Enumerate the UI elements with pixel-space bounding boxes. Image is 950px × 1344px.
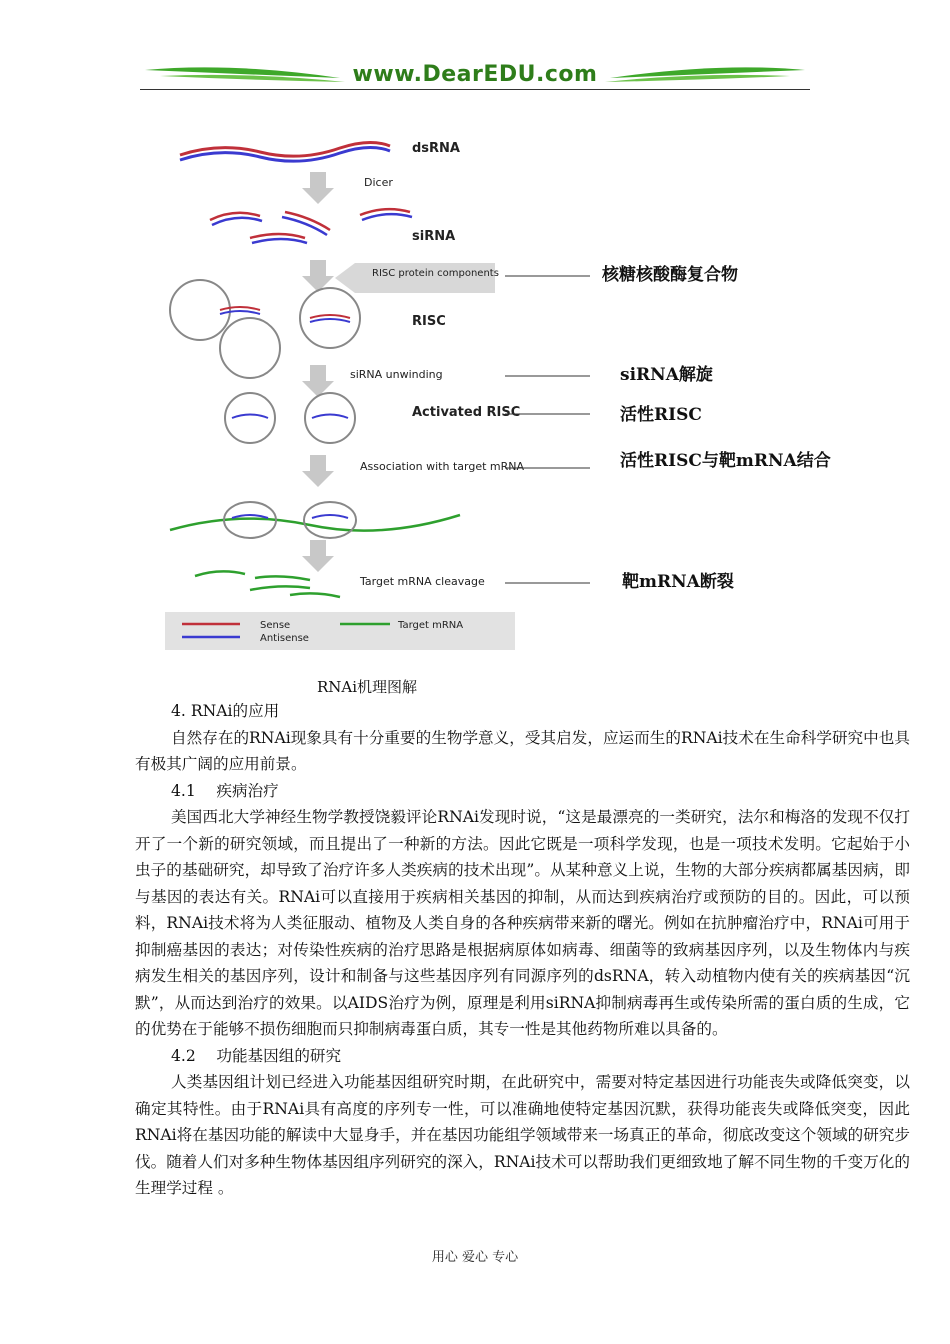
label-sirna-unwinding: siRNA unwinding	[350, 368, 443, 381]
label-dsrna: dsRNA	[412, 141, 460, 156]
label-dicer: Dicer	[364, 176, 393, 189]
arrow-down-icon	[302, 455, 334, 487]
label-association: Association with target mRNA	[360, 460, 525, 473]
annotation-risc-binds-mrna: 活性RISC与靶mRNA结合	[620, 451, 831, 471]
legend-sense: Sense	[260, 620, 291, 631]
header-rule	[140, 89, 810, 90]
section-4-1-body: 美国西北大学神经生物学教授饶毅评论RNAi发现时说，“这是最漂亮的一类研究，法尔和梅洛的发现不仅打开了一个新的研究领域，而且提出了一种新的方法。因此它既是一项科学发现，也是一项技术发明。它起始于小虫子的基础研究，却导致了治疗许多人类疾病的技术出现”。从某种意义上说，生物的大部分疾病都属基因病，即与基因的表达有关。RNAi可以直接用于疾病相关基因的抑制，从而达到疾病治疗或预防的目的。因此，可以预料，RNAi技术将为人类征服动、植物及人类自身的各种疾病带来新的曙光。例如在抗肿瘤治疗中，RNAi可用于抑制癌基因的表达；对传染性疾病的治疗思路是根据病原体如病毒、细菌等的致病基因序列，以及生物体内与疾病发生相关的基因序列，设计和制备与这些基因序列有同源序列的dsRNA，转入动植物内使有关的疾病基因“沉默”，从而达到治疗的效果。以AIDS治疗为例，原理是利用siRNA抑制病毒再生或传染所需的蛋白质的生成，它的优势在于能够不损伤细胞而只抑制病毒蛋白质，其专一性是其他药物所难以具备的。	[135, 808, 910, 1038]
rnai-mechanism-figure	[160, 120, 831, 660]
section-heading-4-2: 4.2 功能基因组的研究	[171, 1046, 342, 1065]
annotation-active-risc: 活性RISC	[620, 405, 702, 425]
page-header	[140, 58, 810, 98]
label-cleavage: Target mRNA cleavage	[360, 575, 485, 588]
annotation-ribonuclease-complex: 核糖核酸酶复合物	[602, 265, 738, 285]
section-4-intro: 自然存在的RNAi现象具有十分重要的生物学意义，受其启发，应运而生的RNAi技术在生命科学研究中也具有极其广阔的应用前景。	[135, 728, 910, 773]
section-4-2-body: 人类基因组计划已经进入功能基因组研究时期，在此研究中，需要对特定基因进行功能丧失或降低突变，以确定其特性。由于RNAi具有高度的序列专一性，可以准确地使特定基因沉默，获得功能丧失或降低突变，因此RNAi将在基因功能的解读中大显身手，并在基因功能组学领域带来一场真正的革命，彻底改变这个领域的研究步伐。随着人们对多种生物体基因组序列研究的深入，RNAi技术可以帮助我们更细致地了解不同生物的千变万化的生理学过程 。	[135, 1073, 910, 1197]
arrow-down-icon	[302, 172, 334, 204]
label-activated-risc: Activated RISC	[412, 405, 521, 420]
figure-caption: RNAi机理图解	[317, 678, 418, 696]
article-body	[135, 698, 910, 1202]
legend-antisense: Antisense	[260, 633, 309, 644]
arrow-down-icon	[302, 540, 334, 572]
sirna-fragments	[210, 209, 412, 243]
label-sirna: siRNA	[412, 229, 456, 244]
rnai-diagram	[160, 120, 831, 660]
legend-target: Target mRNA	[398, 620, 464, 631]
annotation-mrna-cleavage: 靶mRNA断裂	[622, 572, 734, 592]
label-risc-protein: RISC protein components	[372, 268, 499, 279]
section-heading-4: 4. RNAi的应用	[171, 702, 280, 720]
cleaved-mrna-fragments	[195, 571, 340, 597]
legend-box	[165, 612, 515, 650]
site-title[interactable]: www.DearEDU.com	[352, 62, 598, 87]
label-risc: RISC	[412, 314, 446, 329]
annotation-sirna-unwinding: siRNA解旋	[620, 365, 713, 385]
section-heading-4-1: 4.1 疾病治疗	[171, 781, 279, 800]
page-footer: 用心 爱心 专心	[431, 1250, 519, 1265]
